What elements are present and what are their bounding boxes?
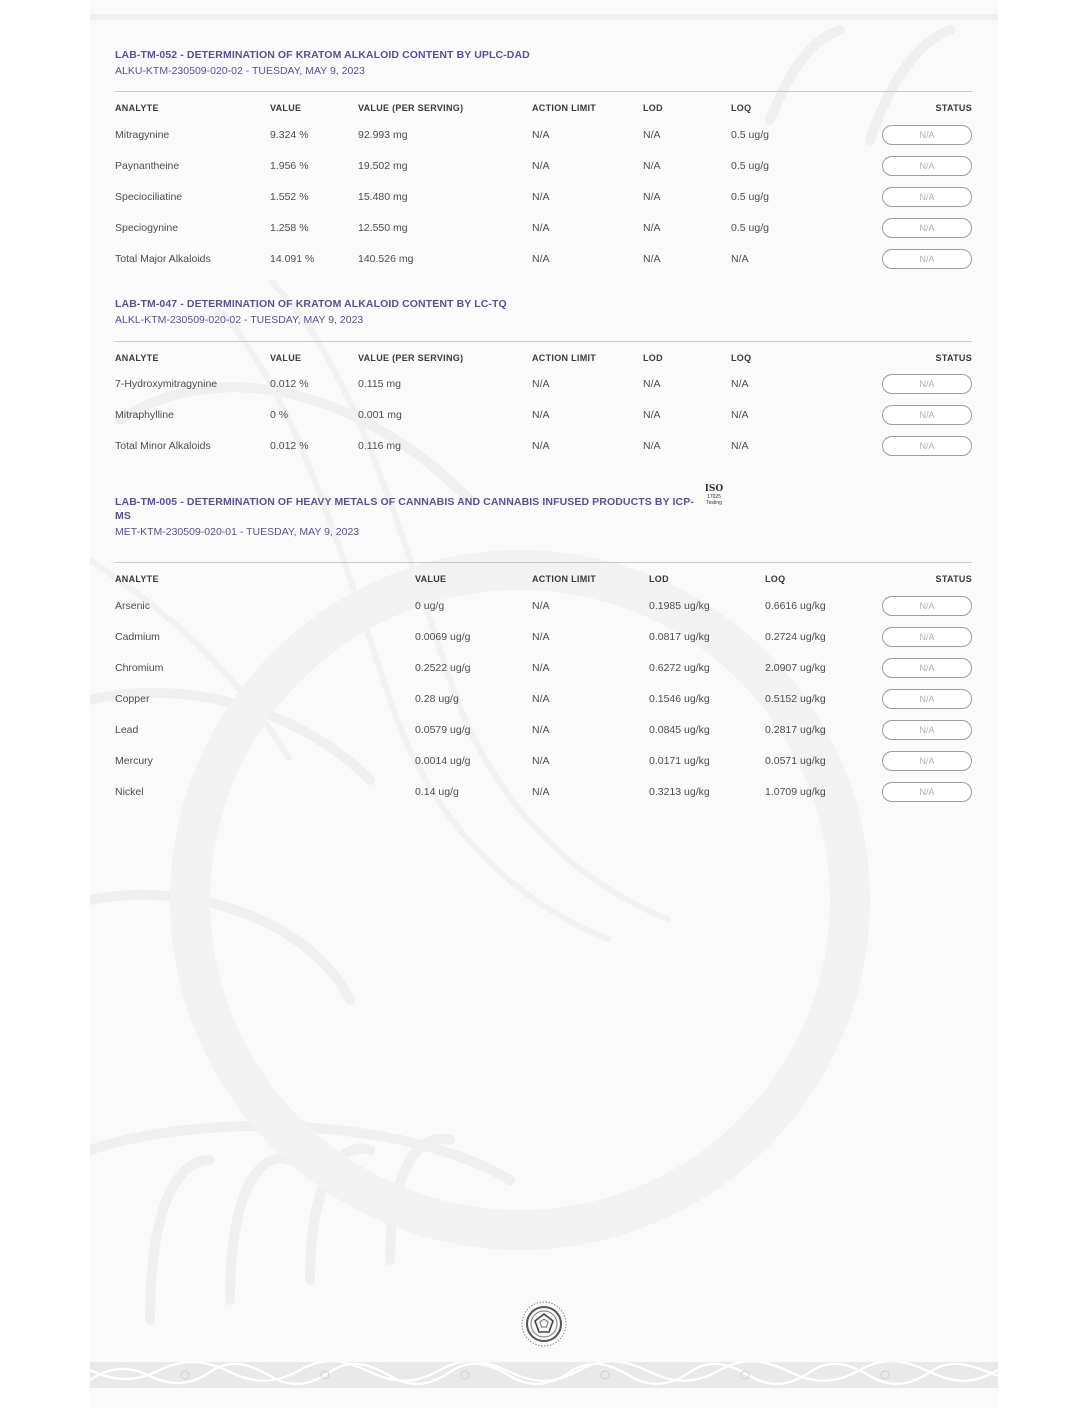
cell-lod: N/A (643, 191, 661, 203)
cell-loq: N/A (731, 253, 749, 265)
cell-analyte: Nickel (115, 786, 144, 798)
cell-loq: N/A (731, 440, 749, 452)
cell-loq: 0.0571 ug/kg (765, 755, 826, 767)
cell-loq: 0.5 ug/g (731, 191, 769, 203)
cell-value-per-serving: 0.001 mg (358, 409, 402, 421)
status-badge: N/A (882, 596, 972, 616)
section-divider (115, 91, 972, 92)
ornament-border (90, 1362, 998, 1388)
section-divider (115, 562, 972, 563)
cell-analyte: Total Major Alkaloids (115, 253, 211, 265)
cell-value: 0.012 % (270, 378, 309, 390)
cell-value: 0 % (270, 409, 289, 421)
cell-value: 0.012 % (270, 440, 309, 452)
cell-lod: N/A (643, 222, 661, 234)
cell-lod: 0.0171 ug/kg (649, 755, 710, 767)
cell-action-limit: N/A (532, 600, 550, 612)
cell-value-per-serving: 0.116 mg (358, 440, 401, 452)
section-divider (115, 341, 972, 342)
cell-value: 1.552 % (270, 191, 309, 203)
cell-value-per-serving: 19.502 mg (358, 160, 408, 172)
cell-value: 14.091 % (270, 253, 315, 265)
section-title: LAB-TM-052 - DETERMINATION OF KRATOM ALKALOID CONTENT BY UPLC-DAD (115, 49, 530, 61)
col-header-loq: LOQ (731, 353, 752, 363)
cell-analyte: Copper (115, 693, 150, 705)
col-header-analyte: ANALYTE (115, 353, 159, 363)
status-badge: N/A (882, 125, 972, 145)
status-badge: N/A (882, 782, 972, 802)
cell-analyte: Lead (115, 724, 139, 736)
section-lc-tq (115, 297, 972, 467)
col-header-status: STATUS (935, 353, 972, 363)
cell-lod: N/A (643, 440, 661, 452)
cell-lod: 0.1985 ug/kg (649, 600, 710, 612)
cell-action-limit: N/A (532, 191, 550, 203)
col-header-loq: LOQ (765, 574, 786, 584)
col-header-analyte: ANALYTE (115, 574, 159, 584)
cell-value: 0.0069 ug/g (415, 631, 471, 643)
cell-value: 0.28 ug/g (415, 693, 459, 705)
cell-loq: 0.6616 ug/kg (765, 600, 826, 612)
cell-value: 9.324 % (270, 129, 309, 141)
col-header-loq: LOQ (731, 103, 752, 113)
cell-value: 1.956 % (270, 160, 309, 172)
iso-badge-middle: 17025 (707, 494, 721, 500)
cell-action-limit: N/A (532, 440, 550, 452)
status-badge: N/A (882, 374, 972, 394)
iso-badge-top: ISO (704, 484, 724, 494)
status-badge: N/A (882, 436, 972, 456)
cell-value-per-serving: 15.480 mg (358, 191, 408, 203)
cell-value-per-serving: 0.115 mg (358, 378, 401, 390)
cell-analyte: Cadmium (115, 631, 160, 643)
cell-action-limit: N/A (532, 222, 550, 234)
cell-value: 0.14 ug/g (415, 786, 459, 798)
cell-value: 0.0579 ug/g (415, 724, 471, 736)
cell-lod: 0.3213 ug/kg (649, 786, 710, 798)
col-header-action-limit: ACTION LIMIT (532, 103, 597, 113)
cell-analyte: Paynantheine (115, 160, 180, 172)
cell-action-limit: N/A (532, 693, 550, 705)
col-header-status: STATUS (935, 574, 972, 584)
cell-loq: 0.2724 ug/kg (765, 631, 826, 643)
cell-analyte: Speciogynine (115, 222, 179, 234)
section-title-line2: MS (115, 510, 131, 522)
cell-action-limit: N/A (532, 631, 550, 643)
iso-badge-icon (701, 485, 727, 515)
col-header-value: VALUE (270, 103, 302, 113)
header-edge (90, 0, 998, 20)
cell-analyte: 7-Hydroxymitragynine (115, 378, 218, 390)
cell-lod: N/A (643, 409, 661, 421)
status-badge: N/A (882, 627, 972, 647)
col-header-action-limit: ACTION LIMIT (532, 353, 597, 363)
cell-loq: N/A (731, 378, 749, 390)
cell-analyte: Speciociliatine (115, 191, 183, 203)
cell-value: 0.0014 ug/g (415, 755, 471, 767)
col-header-value-per-serving: VALUE (PER SERVING) (358, 103, 464, 113)
col-header-lod: LOD (649, 574, 669, 584)
cell-loq: 2.0907 ug/kg (765, 662, 826, 674)
section-uplc-dad (115, 48, 972, 278)
cell-lod: 0.1546 ug/kg (649, 693, 710, 705)
cell-loq: 1.0709 ug/kg (765, 786, 826, 798)
section-title: LAB-TM-047 - DETERMINATION OF KRATOM ALKALOID CONTENT BY LC-TQ (115, 298, 507, 310)
cell-value-per-serving: 140.526 mg (358, 253, 414, 265)
col-header-analyte: ANALYTE (115, 103, 159, 113)
cell-analyte: Total Minor Alkaloids (115, 440, 211, 452)
status-badge: N/A (882, 751, 972, 771)
status-badge: N/A (882, 658, 972, 678)
cell-analyte: Chromium (115, 662, 164, 674)
lab-seal-icon (520, 1300, 568, 1348)
cell-action-limit: N/A (532, 724, 550, 736)
cell-lod: 0.0817 ug/kg (649, 631, 710, 643)
cell-loq: N/A (731, 409, 749, 421)
cell-analyte: Arsenic (115, 600, 151, 612)
col-header-value: VALUE (270, 353, 302, 363)
cell-value-per-serving: 92.993 mg (358, 129, 408, 141)
col-header-lod: LOD (643, 103, 663, 113)
section-subtitle: MET-KTM-230509-020-01 - TUESDAY, MAY 9, 2023 (115, 526, 360, 538)
status-badge: N/A (882, 689, 972, 709)
cell-lod: N/A (643, 378, 661, 390)
cell-analyte: Mitragynine (115, 129, 170, 141)
status-badge: N/A (882, 187, 972, 207)
cell-action-limit: N/A (532, 378, 550, 390)
status-badge: N/A (882, 405, 972, 425)
cell-loq: 0.5 ug/g (731, 222, 769, 234)
col-header-lod: LOD (643, 353, 663, 363)
cell-loq: 0.5 ug/g (731, 160, 769, 172)
cell-analyte: Mitraphylline (115, 409, 174, 421)
cell-value-per-serving: 12.550 mg (358, 222, 408, 234)
cell-loq: 0.2817 ug/kg (765, 724, 826, 736)
col-header-action-limit: ACTION LIMIT (532, 574, 597, 584)
cell-action-limit: N/A (532, 129, 550, 141)
cell-action-limit: N/A (532, 253, 550, 265)
cell-lod: N/A (643, 253, 661, 265)
status-badge: N/A (882, 218, 972, 238)
col-header-value-per-serving: VALUE (PER SERVING) (358, 353, 464, 363)
status-badge: N/A (882, 720, 972, 740)
section-title-line1: LAB-TM-005 - DETERMINATION OF HEAVY METALS OF CANNABIS AND CANNABIS INFUSED PRODUCTS BY ICP- (115, 496, 694, 508)
section-title (115, 495, 705, 523)
cell-lod: 0.0845 ug/kg (649, 724, 710, 736)
section-subtitle: ALKU-KTM-230509-020-02 - TUESDAY, MAY 9, 2023 (115, 65, 365, 77)
cell-action-limit: N/A (532, 786, 550, 798)
cell-lod: 0.6272 ug/kg (649, 662, 710, 674)
cell-analyte: Mercury (115, 755, 153, 767)
cell-lod: N/A (643, 160, 661, 172)
section-subtitle: ALKL-KTM-230509-020-02 - TUESDAY, MAY 9, 2023 (115, 314, 364, 326)
section-icp-ms (115, 484, 972, 805)
cell-value: 0.2522 ug/g (415, 662, 471, 674)
cell-loq: 0.5152 ug/kg (765, 693, 826, 705)
status-badge: N/A (882, 156, 972, 176)
cell-action-limit: N/A (532, 160, 550, 172)
col-header-value: VALUE (415, 574, 447, 584)
cell-lod: N/A (643, 129, 661, 141)
cell-action-limit: N/A (532, 662, 550, 674)
cell-action-limit: N/A (532, 409, 550, 421)
iso-badge-bottom: Testing (706, 500, 722, 506)
status-badge: N/A (882, 249, 972, 269)
cell-value: 1.258 % (270, 222, 309, 234)
cell-action-limit: N/A (532, 755, 550, 767)
col-header-status: STATUS (935, 103, 972, 113)
cell-loq: 0.5 ug/g (731, 129, 769, 141)
cell-value: 0 ug/g (415, 600, 445, 612)
